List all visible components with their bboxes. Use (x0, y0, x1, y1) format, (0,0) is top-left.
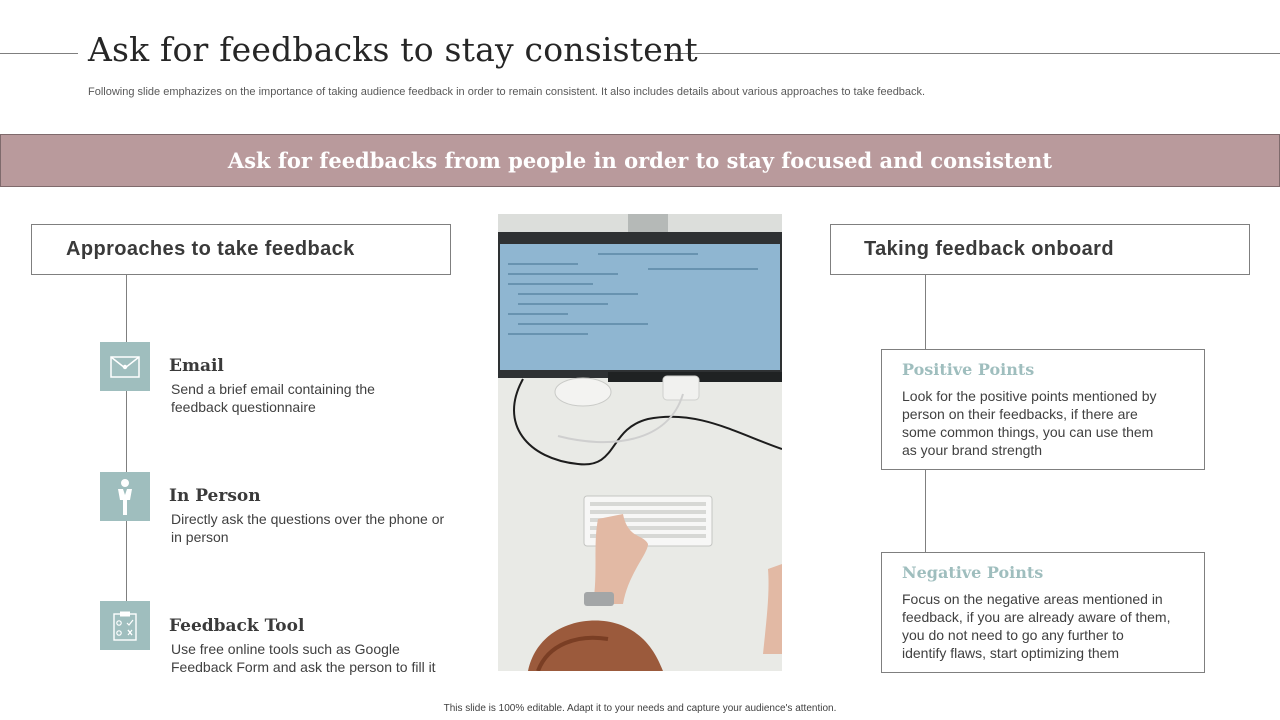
feedback-tool-icon-tile (100, 601, 150, 650)
negative-points-card (881, 552, 1205, 673)
approaches-connector (126, 275, 127, 625)
onboard-connector-top (925, 275, 926, 350)
title-rule-right (667, 53, 1280, 54)
approaches-header (31, 224, 451, 275)
approaches-header-label: Approaches to take feedback (66, 238, 355, 260)
negative-points-title: Negative Points (902, 563, 1044, 582)
desk-computer-photo (498, 214, 782, 671)
negative-points-desc: Focus on the negative areas mentioned in feedback, if you are already aware of them, you do not need to go any further to identify flaws, start optimizing them (902, 591, 1171, 661)
approach-desc-email: Send a brief email containing the feedback questionnaire (171, 381, 375, 415)
in-person-icon-tile (100, 472, 150, 521)
positive-points-title: Positive Points (902, 360, 1035, 379)
approach-title-feedback-tool: Feedback Tool (169, 616, 305, 636)
email-icon-tile (100, 342, 150, 391)
page-title: Ask for feedbacks to stay consistent (88, 30, 698, 69)
banner (0, 134, 1280, 187)
banner-text: Ask for feedbacks from people in order to stay focused and consistent (227, 148, 1053, 173)
onboard-connector-middle (925, 469, 926, 553)
person-icon (114, 478, 136, 516)
title-rule-left (0, 53, 78, 54)
approach-desc-in-person: Directly ask the questions over the phone or in person (171, 511, 445, 545)
approach-title-email: Email (169, 356, 224, 376)
positive-points-card (881, 349, 1205, 470)
approach-desc-feedback-tool: Use free online tools such as Google Feedback Form and ask the person to fill it (171, 641, 436, 675)
approach-title-in-person: In Person (169, 486, 261, 506)
positive-points-desc: Look for the positive points mentioned by person on their feedbacks, if there are some common things, you can use them as your brand strength (902, 388, 1157, 458)
page-subtitle: Following slide emphazizes on the importance of taking audience feedback in order to remain consistent. It also includes details about various approaches to take feedback. (88, 86, 926, 98)
clipboard-icon (113, 611, 137, 641)
onboard-header-label: Taking feedback onboard (864, 238, 1114, 260)
onboard-header (830, 224, 1250, 275)
envelope-icon (110, 356, 140, 378)
footer-note: This slide is 100% editable. Adapt it to your needs and capture your audience's attention. (443, 703, 837, 714)
